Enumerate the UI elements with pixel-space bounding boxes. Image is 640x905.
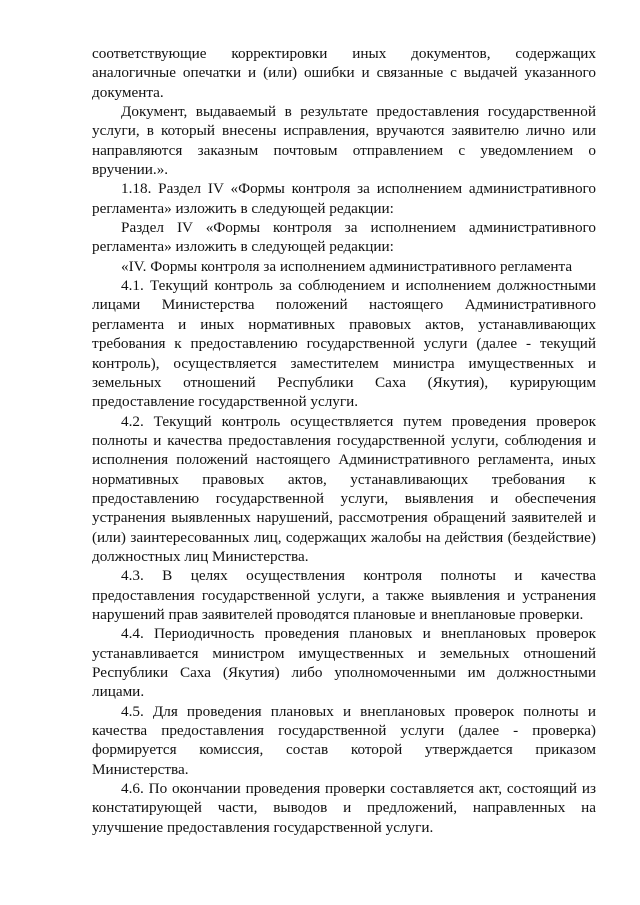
paragraph-4-3: 4.3. В целях осуществления контроля полноты и качества предоставления государственной услуги, а также выявления и устранения нарушений прав заявителей проводятся плановые и внеплановые проверки. <box>92 567 596 623</box>
paragraph-4-5: 4.5. Для проведения плановых и внеплановых проверок полноты и качества предоставления государственной услуги (далее - проверка) формируется комиссия, состав которой утверждается приказом Министерства. <box>92 702 596 778</box>
paragraph-amendment-1-18: 1.18. Раздел IV «Формы контроля за исполнением административного регламента» изложить в следующей редакции: <box>92 180 596 217</box>
paragraph-4-6: 4.6. По окончании проведения проверки составляется акт, состоящий из констатирующей части, выводов и предложений, направленных на улучшение предоставления государственной услуги. <box>92 780 596 836</box>
paragraph-continuation: соответствующие корректировки иных документов, содержащих аналогичные опечатки и (или) ошибки и связанные с выдачей указанного документа. <box>92 45 596 101</box>
paragraph-document-delivery: Документ, выдаваемый в результате предоставления государственной услуги, в который внесены исправления, вручаются заявителю лично или направляются заказным почтовым отправлением с уведомлением о вручении.». <box>92 103 596 179</box>
paragraph-section-iv-intro: Раздел IV «Формы контроля за исполнением административного регламента» изложить в следующей редакции: <box>92 219 596 256</box>
paragraph-4-1: 4.1. Текущий контроль за соблюдением и исполнением должностными лицами Министерства положений настоящего Административного регламента и иных нормативных правовых актов, устанавливающих требования к предоставлению государственной услуги (далее - текущий контроль), осуществляется заместителем министра имущественных и земельных отношений Республики Саха (Якутия), курирующим предоставление государственной услуги. <box>92 277 596 411</box>
paragraph-4-4: 4.4. Периодичность проведения плановых и внеплановых проверок устанавливается министром имущественных и земельных отношений Республики Саха (Якутия) либо уполномоченными им должностными лицами. <box>92 625 596 701</box>
section-iv-heading: «IV. Формы контроля за исполнением административного регламента <box>121 257 573 275</box>
document-page <box>92 44 596 837</box>
paragraph-4-2: 4.2. Текущий контроль осуществляется путем проведения проверок полноты и качества предоставления государственной услуги, соблюдения и исполнения положений настоящего Административного регламента, иных нормативных правовых актов, устанавливающих требования к предоставлению государственной услуги, выявления и обеспечения устранения выявленных нарушений, рассмотрения обращений заявителей и (или) заинтересованных лиц, содержащих жалобы на действия (бездействие) должностных лиц Министерства. <box>92 412 596 565</box>
